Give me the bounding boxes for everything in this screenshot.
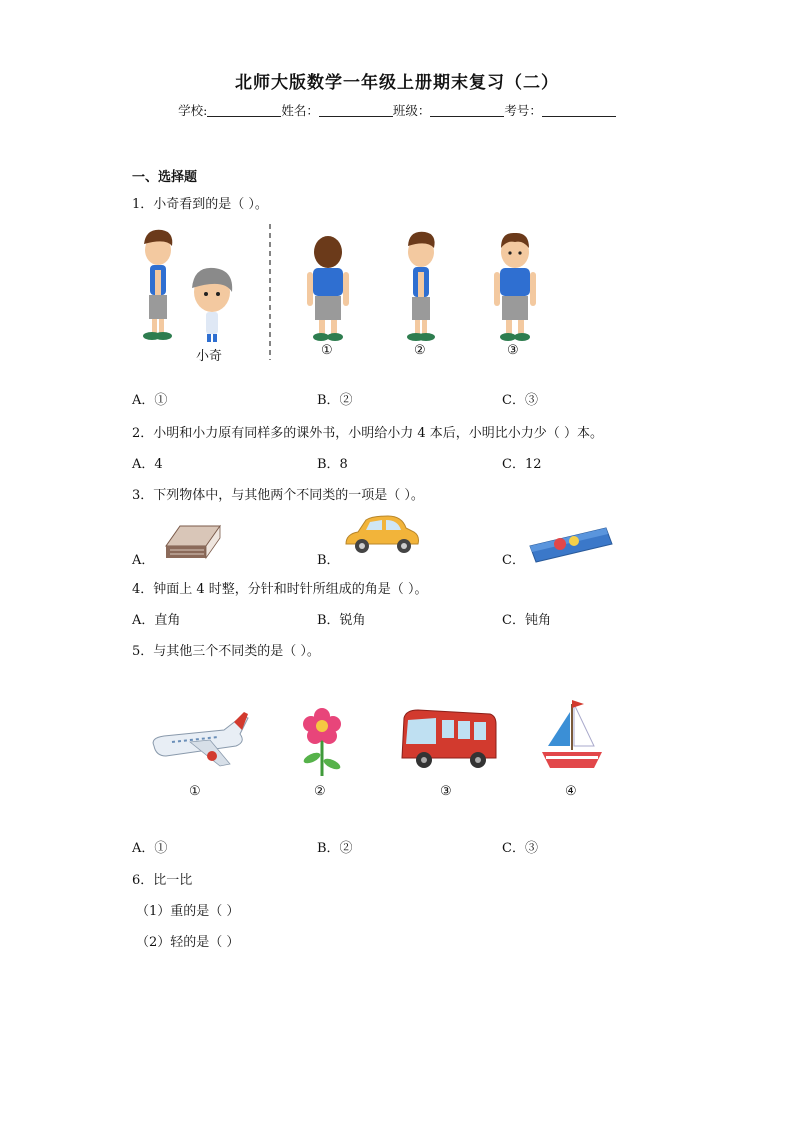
class-blank[interactable]	[430, 102, 504, 117]
boy-back-view-icon	[307, 236, 349, 341]
q1-figure-strip	[0, 222, 794, 362]
question-6-part-2: （2）轻的是（ ）	[136, 935, 240, 950]
question-6: 6．比一比	[132, 873, 193, 888]
flower-icon	[302, 708, 342, 776]
q5-option-b[interactable]: B．②	[317, 841, 353, 856]
q3-option-b[interactable]: B．	[317, 553, 340, 568]
school-blank[interactable]	[207, 102, 281, 117]
school-label: 学校:	[178, 103, 208, 118]
q3-option-a[interactable]: A．	[132, 553, 155, 568]
q5-option-a[interactable]: A．①	[132, 841, 168, 856]
q1-option-b[interactable]: B．②	[317, 393, 353, 408]
number-blank[interactable]	[542, 102, 616, 117]
number-label: 考号：	[504, 103, 542, 118]
question-3: 3．下列物体中，与其他两个不同类的一项是（ ）。	[132, 488, 424, 503]
pencil-case-icon	[530, 528, 612, 562]
question-4: 4．钟面上 4 时整，分针和时针所组成的角是（ ）。	[132, 582, 428, 597]
bus-icon	[402, 710, 496, 768]
toy-car-icon	[346, 516, 419, 553]
q4-option-b[interactable]: B．锐角	[317, 613, 366, 628]
q3-option-c[interactable]: C．	[502, 553, 525, 568]
q5-fig-label-3: ③	[440, 784, 452, 799]
xiaoqi-caption: 小奇	[196, 349, 223, 364]
q5-fig-label-1: ①	[189, 784, 201, 799]
book-icon	[166, 526, 220, 558]
student-info-line	[0, 101, 794, 119]
q5-option-c[interactable]: C．③	[502, 841, 538, 856]
q5-fig-label-4: ④	[565, 784, 577, 799]
q3-figures	[0, 508, 794, 568]
boy-side-view-2-icon	[407, 232, 435, 341]
airplane-icon	[153, 712, 248, 766]
boy-side-view-icon	[143, 230, 172, 340]
page-title: 北师大版数学一年级上册期末复习（二）	[235, 73, 559, 93]
section-heading: 一、选择题	[132, 170, 198, 185]
q4-option-c[interactable]: C．钝角	[502, 613, 551, 628]
name-blank[interactable]	[319, 102, 393, 117]
sailboat-icon	[542, 700, 602, 768]
name-label: 姓名：	[281, 103, 319, 118]
q2-option-c[interactable]: C．12	[502, 457, 542, 472]
q1-option-a[interactable]: A．①	[132, 393, 168, 408]
question-5: 5．与其他三个不同类的是（ ）。	[132, 644, 320, 659]
q5-fig-label-2: ②	[314, 784, 326, 799]
boy-front-view-icon	[494, 233, 536, 341]
q2-option-b[interactable]: B．8	[317, 457, 348, 472]
question-1: 1．小奇看到的是（ ）。	[132, 197, 268, 212]
xiaoqi-icon	[192, 268, 232, 342]
question-6-part-1: （1）重的是（ ）	[136, 904, 240, 919]
q1-option-c[interactable]: C．③	[502, 393, 538, 408]
q1-fig-label-2: ②	[414, 343, 426, 358]
class-label: 班级：	[392, 103, 431, 118]
q2-option-a[interactable]: A．4	[132, 457, 163, 472]
q5-figures	[0, 698, 794, 788]
q4-option-a[interactable]: A．直角	[132, 613, 181, 628]
q1-fig-label-1: ①	[321, 343, 333, 358]
q1-fig-label-3: ③	[507, 343, 519, 358]
question-2: 2．小明和小力原有同样多的课外书，小明给小力 4 本后，小明比小力少（ ）本。	[132, 426, 603, 441]
